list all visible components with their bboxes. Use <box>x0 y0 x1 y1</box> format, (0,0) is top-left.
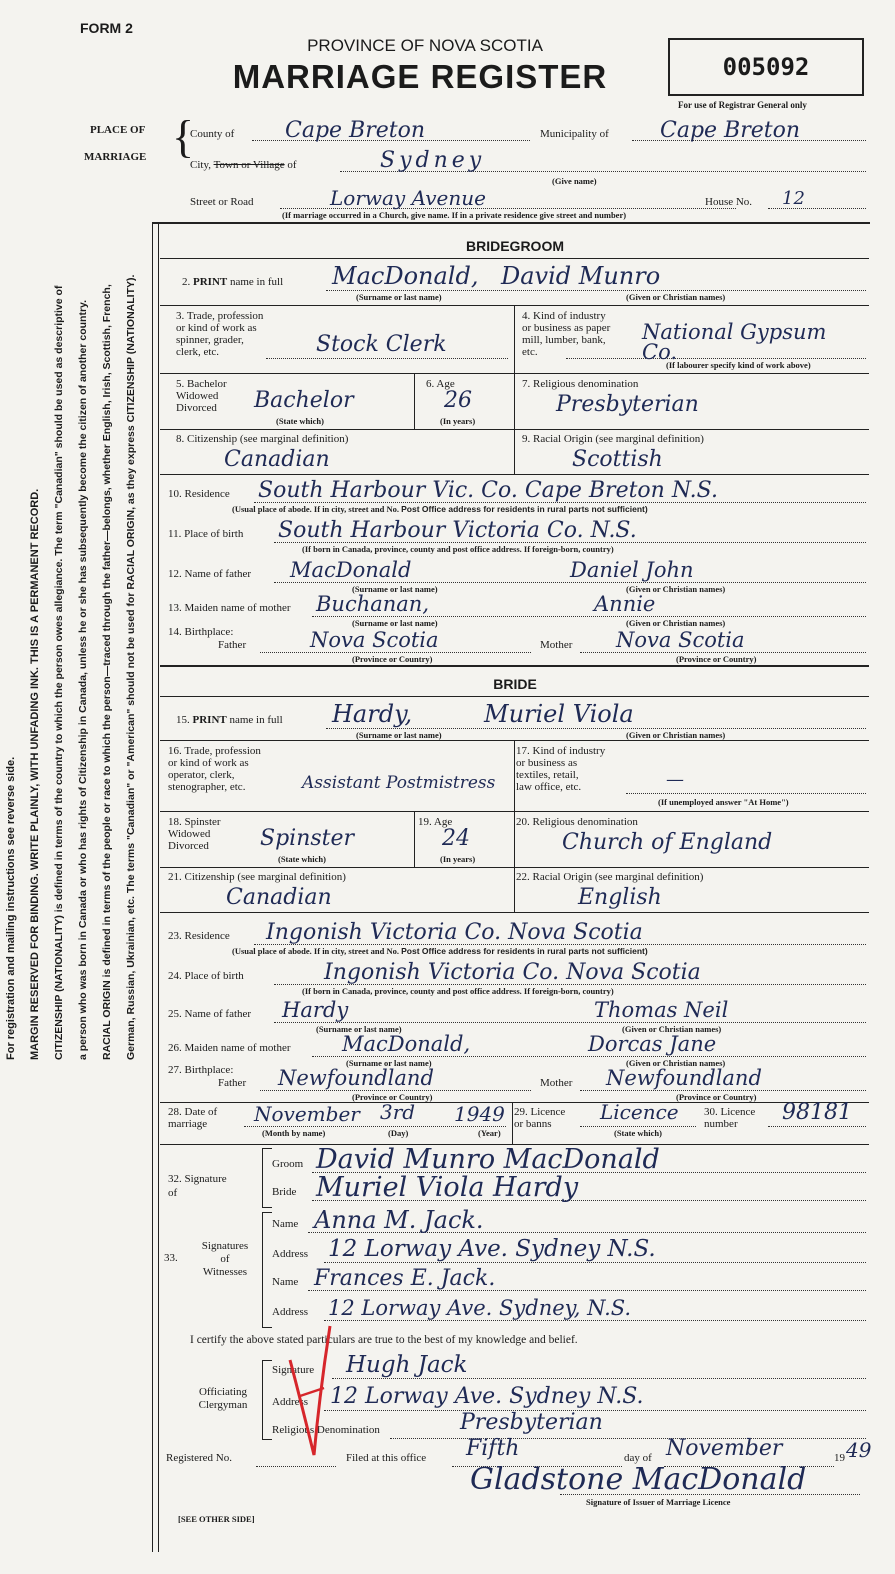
groom-residence: South Harbour Vic. Co. Cape Breton N.S. <box>258 478 718 503</box>
groom-name-row <box>166 262 866 302</box>
bride-birthplace-row <box>166 1064 866 1104</box>
groom-mother-row <box>166 594 866 628</box>
witness1-address: 12 Lorway Ave. Sydney N.S. <box>328 1236 656 1262</box>
city-label: City, Town or Village of <box>190 159 297 171</box>
groom-residence-hint: (Usual place of abode. If in city, street and No. Post Office address for residents in rural parts not sufficient) <box>232 504 648 514</box>
licence-number-label: 30. Licence number <box>704 1106 756 1130</box>
bride-residence-row <box>166 920 866 956</box>
bride-trade-label: 16. Trade, profession or kind of work as operator, clerk, stenographer, etc. <box>168 745 261 793</box>
clergy-signature: Hugh Jack <box>346 1352 468 1378</box>
clergy-den-label: Religious Denomination <box>272 1424 380 1436</box>
groom-surname-hint: (Surname or last name) <box>356 292 442 302</box>
groom-father-bp-hint: (Province or Country) <box>352 654 433 664</box>
groom-given-hint: (Given or Christian names) <box>626 292 726 302</box>
witnesses-number: 33. <box>164 1252 178 1264</box>
bride-mother-given-hint: (Given or Christian names) <box>626 1058 726 1068</box>
clergy-address: 12 Lorway Ave. Sydney N.S. <box>330 1384 644 1409</box>
page-title: MARRIAGE REGISTER <box>232 58 608 95</box>
groom-industry: National Gypsum Co. <box>642 320 827 364</box>
groom-citizenship-cell <box>166 431 514 473</box>
groom-citizenship-label: 8. Citizenship (see marginal definition) <box>176 433 349 445</box>
bride-residence-hint: (Usual place of abode. If in city, street and No. Post Office address for residents in rural parts not sufficient) <box>232 946 648 956</box>
bride-father-given: Thomas Neil <box>594 998 729 1022</box>
groom-father-given-hint: (Given or Christian names) <box>626 584 726 594</box>
bride-racial-cell <box>516 869 866 911</box>
groom-given: David Munro <box>501 262 661 290</box>
clergy-signature-row <box>272 1352 866 1384</box>
witness-bracket <box>262 1212 272 1328</box>
bridegroom-heading: BRIDEGROOM <box>466 238 564 254</box>
house-label: House No. <box>705 196 753 208</box>
marriage-label: MARRIAGE <box>84 151 147 163</box>
w1-address-label: Address <box>272 1248 309 1260</box>
marriage-date-label: 28. Date of marriage <box>168 1106 218 1130</box>
groom-mother-bp-label: Mother <box>540 639 573 651</box>
groom-age-cell <box>416 376 512 428</box>
margin-instructions <box>0 274 144 1060</box>
bride-age-label: 19. Age <box>418 816 453 828</box>
groom-mother-given: Annie <box>594 592 656 616</box>
street-note: (If marriage occurred in a Church, give name. If in a private residence give street and number) <box>282 210 627 220</box>
bride-name-label: 15. PRINT name in full <box>176 714 283 726</box>
day-of-label: day of <box>624 1452 652 1464</box>
bride-father-surname-hint: (Surname or last name) <box>316 1024 402 1034</box>
groom-religion-cell <box>516 376 866 428</box>
signature-bracket <box>262 1148 272 1208</box>
groom-father-row <box>166 558 866 594</box>
registered-no-label: Registered No. <box>166 1452 232 1464</box>
register-number: 005092 <box>668 38 864 96</box>
groom-residence-row <box>166 478 866 514</box>
marriage-day: 3rd <box>380 1100 416 1124</box>
groom-residence-label: 10. Residence <box>168 488 230 500</box>
bride-mother-row <box>166 1034 866 1068</box>
groom-mother-label: 13. Maiden name of mother <box>168 602 291 614</box>
groom-citizenship: Canadian <box>224 447 330 472</box>
bride-racial: English <box>578 885 662 910</box>
filed-day: Fifth <box>466 1436 520 1461</box>
bride-residence-label: 23. Residence <box>168 930 230 942</box>
county-label: County of <box>190 128 235 140</box>
bride-father-given-hint: (Given or Christian names) <box>622 1024 722 1034</box>
bride-father-row <box>166 998 866 1034</box>
province-heading: PROVINCE OF NOVA SCOTIA <box>307 36 543 55</box>
groom-birth-hint: (If born in Canada, province, county and post office address. If foreign-born, country) <box>302 544 614 554</box>
witness2-name: Frances E. Jack. <box>314 1266 496 1291</box>
bride-birth-hint: (If born in Canada, province, county and post office address. If foreign-born, country) <box>302 986 614 996</box>
margin-line-4: a person who was born in Canada or who has rights of Citizenship in Canada, unless he or she has subsequently become the citizen of another country. <box>77 299 89 1060</box>
groom-trade-label: 3. Trade, profession or kind of work as spinner, grader, clerk, etc. <box>176 310 264 358</box>
groom-trade: Stock Clerk <box>316 332 447 357</box>
groom-status-cell <box>166 376 414 428</box>
bride-surname: Hardy, <box>332 700 413 728</box>
bride-age-cell <box>416 814 512 866</box>
certify-statement: I certify the above stated particulars are true to the best of my knowledge and belief. <box>190 1334 578 1346</box>
bride-given-hint: (Given or Christian names) <box>626 730 726 740</box>
year-hint: (Year) <box>478 1128 501 1138</box>
licence-type: Licence <box>600 1100 679 1124</box>
groom-industry-label: 4. Kind of industry or business as paper mill, lumber, bank, etc. <box>522 310 611 358</box>
bride-status: Spinster <box>260 826 355 851</box>
groom-mother-surname-hint: (Surname or last name) <box>352 618 438 628</box>
groom-father-surname-hint: (Surname or last name) <box>352 584 438 594</box>
bride-mother-bp-hint: (Province or Country) <box>676 1092 757 1102</box>
groom-racial-cell <box>516 431 866 473</box>
year-prefix: 19 <box>834 1452 845 1464</box>
w2-name-label: Name <box>272 1276 299 1288</box>
groom-father-label: 12. Name of father <box>168 568 252 580</box>
bride-industry-cell <box>516 743 866 807</box>
place-of-label: PLACE OF <box>90 124 146 136</box>
house-value: 12 <box>782 188 805 209</box>
bride-birth-label: 24. Place of birth <box>168 970 244 982</box>
bride-given: Muriel Viola <box>484 700 634 728</box>
bride-sig-label: Bride <box>272 1186 297 1198</box>
groom-industry-cell <box>516 308 866 372</box>
signature-of-label: 32. Signature of <box>168 1173 227 1199</box>
groom-father-birthplace: Nova Scotia <box>310 628 439 652</box>
form-label: FORM 2 <box>80 20 133 36</box>
groom-father-surname: MacDonald <box>290 558 412 582</box>
groom-birthplace-label: 14. Birthplace: <box>168 626 234 638</box>
clergy-sig-label: Signature <box>272 1364 315 1376</box>
witness2-name-row <box>272 1268 866 1298</box>
clergy-bracket <box>262 1360 272 1440</box>
municipality-value: Cape Breton <box>660 118 801 143</box>
bride-racial-label: 22. Racial Origin (see marginal definition) <box>516 871 704 883</box>
groom-industry-hint: (If labourer specify kind of work above) <box>666 360 811 370</box>
bride-age-hint: (In years) <box>440 854 476 864</box>
bride-birth-row <box>166 960 866 998</box>
bride-trade: Assistant Postmistress <box>302 773 496 793</box>
bride-mother-surname: MacDonald, <box>342 1032 471 1056</box>
municipality-label: Municipality of <box>540 128 609 140</box>
w1-name-label: Name <box>272 1218 299 1230</box>
witnesses-label: Signatures of Witnesses <box>201 1240 249 1278</box>
bride-religion-label: 20. Religious denomination <box>516 816 638 828</box>
groom-birthplace-row <box>166 626 866 666</box>
issuer-line <box>560 1494 860 1495</box>
groom-status-hint: (State which) <box>276 416 324 426</box>
filed-month: November <box>666 1436 783 1461</box>
red-checkmark-icon <box>280 1320 340 1460</box>
bride-birthplace-label: 27. Birthplace: <box>168 1064 234 1076</box>
groom-age-label: 6. Age <box>426 378 455 390</box>
groom-birth-label: 11. Place of birth <box>168 528 244 540</box>
officiating-label: Officiating Clergyman <box>198 1386 248 1411</box>
city-row <box>190 148 866 175</box>
licence-label: 29. Licence or banns <box>514 1106 566 1130</box>
issuer-label: Signature of Issuer of Marriage Licence <box>586 1497 731 1507</box>
bride-religion-cell <box>516 814 866 866</box>
groom-age-hint: (In years) <box>440 416 476 426</box>
bride-status-label: 18. Spinster Widowed Divorced <box>168 816 221 852</box>
bride-age: 24 <box>442 826 470 851</box>
bride-status-cell <box>166 814 414 866</box>
see-other-side: [SEE OTHER SIDE] <box>178 1514 255 1524</box>
groom-signature: David Munro MacDonald <box>316 1144 660 1175</box>
bride-mother-label: 26. Maiden name of mother <box>168 1042 291 1054</box>
bride-citizenship: Canadian <box>226 885 332 910</box>
bride-religion: Church of England <box>562 830 773 855</box>
bride-father-bp-label: Father <box>218 1077 247 1089</box>
groom-mother-birthplace: Nova Scotia <box>616 628 745 652</box>
groom-religion: Presbyterian <box>556 392 699 417</box>
bride-industry-hint: (If unemployed answer "At Home") <box>658 797 789 807</box>
groom-birth-row <box>166 518 866 556</box>
groom-father-bp-label: Father <box>218 639 247 651</box>
bride-surname-hint: (Surname or last name) <box>356 730 442 740</box>
give-name-hint: (Give name) <box>552 176 597 186</box>
groom-father-given: Daniel John <box>570 558 694 582</box>
bride-industry: — <box>666 769 684 790</box>
groom-racial-label: 9. Racial Origin (see marginal definition) <box>522 433 704 445</box>
margin-line-1: For registration and mailing instructions see reverse side. <box>5 756 17 1060</box>
groom-surname: MacDonald, <box>332 262 479 290</box>
groom-sig-label: Groom <box>272 1158 304 1170</box>
groom-racial: Scottish <box>572 447 663 472</box>
registrar-note: For use of Registrar General only <box>678 100 807 110</box>
brace: { <box>172 111 195 162</box>
frame-top <box>152 222 870 224</box>
month-hint: (Month by name) <box>262 1128 326 1138</box>
witness2-address: 12 Lorway Ave. Sydney, N.S. <box>328 1296 632 1320</box>
bride-mother-given: Dorcas Jane <box>588 1032 717 1056</box>
street-label: Street or Road <box>190 196 254 208</box>
marriage-date-cell <box>166 1100 510 1142</box>
filed-label: Filed at this office <box>346 1452 427 1464</box>
frame-left-outer <box>152 222 153 1552</box>
groom-trade-cell <box>166 308 514 372</box>
bride-signature: Muriel Viola Hardy <box>316 1172 579 1203</box>
bride-industry-label: 17. Kind of industry or business as textiles, retail, law office, etc. <box>516 745 606 793</box>
municipality-row <box>540 118 866 144</box>
witness1-name: Anna M. Jack. <box>314 1206 484 1234</box>
bride-residence: Ingonish Victoria Co. Nova Scotia <box>266 920 643 945</box>
groom-status-label: 5. Bachelor Widowed Divorced <box>176 378 227 414</box>
bride-heading: BRIDE <box>493 676 537 692</box>
county-value: Cape Breton <box>285 118 426 143</box>
day-hint: (Day) <box>388 1128 409 1138</box>
bride-father-birthplace: Newfoundland <box>278 1066 434 1090</box>
clergy-denomination: Presbyterian <box>460 1410 603 1435</box>
county-row <box>190 118 530 144</box>
city-value: Sydney <box>380 148 486 173</box>
bride-status-hint: (State which) <box>278 854 326 864</box>
bride-birth: Ingonish Victoria Co. Nova Scotia <box>324 960 701 985</box>
margin-line-3: CITIZENSHIP (NATIONALITY) is defined in terms of the country to which the person owes allegiance. The term "Canadian" should be used as descriptive of <box>53 285 65 1060</box>
margin-line-2: MARGIN RESERVED FOR BINDING. WRITE PLAINLY, WITH UNFADING INK. THIS IS A PERMANENT RECORD. <box>29 488 41 1060</box>
issuer-signature: Gladstone MacDonald <box>470 1462 807 1497</box>
bride-father-bp-hint: (Province or Country) <box>352 1092 433 1102</box>
groom-birth: South Harbour Victoria Co. N.S. <box>278 518 637 543</box>
bride-name-row <box>166 700 866 740</box>
groom-mother-bp-hint: (Province or Country) <box>676 654 757 664</box>
frame-left-inner <box>158 222 159 1552</box>
groom-religion-label: 7. Religious denomination <box>522 378 639 390</box>
marriage-year: 1949 <box>454 1102 505 1126</box>
bride-trade-cell <box>166 743 514 807</box>
groom-name-label: 2. PRINT name in full <box>182 276 284 288</box>
street-value: Lorway Avenue <box>330 186 486 210</box>
bride-signature-row <box>272 1172 866 1206</box>
bride-citizenship-cell <box>166 869 514 911</box>
bride-mother-surname-hint: (Surname or last name) <box>346 1058 432 1068</box>
w2-address-label: Address <box>272 1306 309 1318</box>
bride-mother-birthplace: Newfoundland <box>606 1066 762 1090</box>
marriage-month: November <box>254 1102 360 1126</box>
bride-father-label: 25. Name of father <box>168 1008 252 1020</box>
licence-number: 98181 <box>782 1100 852 1125</box>
licence-hint: (State which) <box>614 1128 662 1138</box>
bride-father-surname: Hardy <box>282 998 349 1022</box>
bride-mother-bp-label: Mother <box>540 1077 573 1089</box>
witness2-address-row <box>272 1298 866 1328</box>
groom-mother-surname: Buchanan, <box>316 592 430 616</box>
groom-age: 26 <box>444 388 472 413</box>
filed-year: 49 <box>846 1438 872 1462</box>
bride-citizenship-label: 21. Citizenship (see marginal definition) <box>168 871 346 883</box>
licence-cell <box>514 1100 866 1142</box>
margin-line-6: German, Russian, Ukrainian, etc. The terms "Canadian" or "American" should not be used for RACIAL ORIGIN, as they express CITIZENSHIP (NATIONALITY). <box>125 274 137 1060</box>
groom-mother-given-hint: (Given or Christian names) <box>626 618 726 628</box>
groom-status: Bachelor <box>254 388 354 413</box>
clergy-address-label: Address <box>272 1396 309 1408</box>
margin-line-5: RACIAL ORIGIN is defined in terms of the people or race to which the person—traced through the father—belongs, whether English, Irish, Scottish, French, <box>101 284 113 1060</box>
